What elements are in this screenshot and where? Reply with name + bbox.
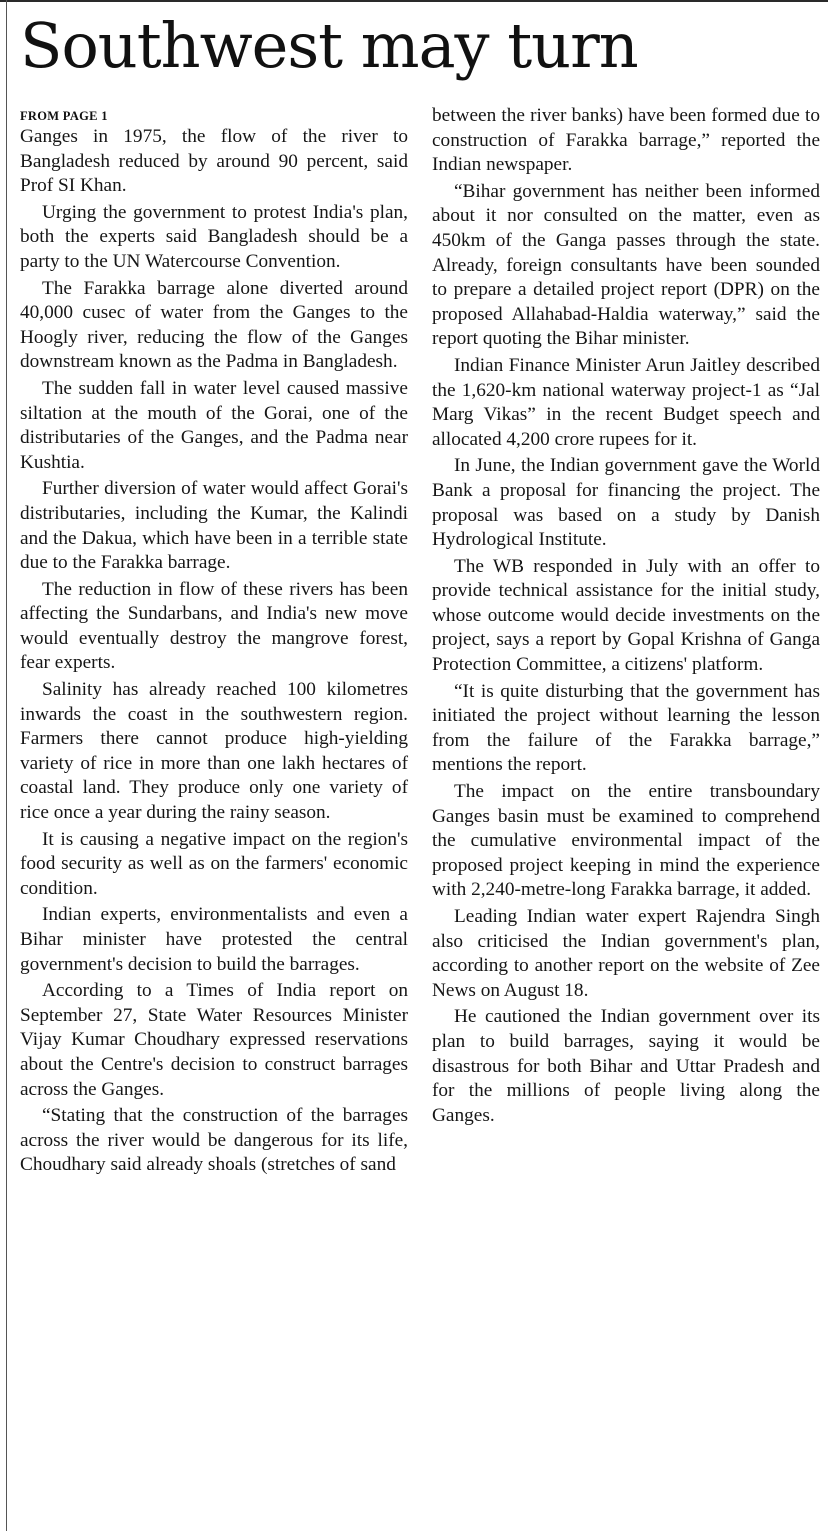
paragraph: Urging the government to protest India's plan, both the experts said Bangladesh should be a party to the UN Watercourse Convention. (20, 201, 408, 272)
paragraph: The reduction in flow of these rivers has been affecting the Sundarbans, and India's new move would eventually destroy the mangrove forest, fear experts. (20, 578, 408, 674)
paragraph: Indian Finance Minister Arun Jaitley described the 1,620-km national waterway project-1 as “Jal Marg Vikas” in the recent Budget speech and allocated 4,200 crore rupees for it. (432, 354, 820, 450)
paragraph: Further diversion of water would affect Gorai's distributaries, including the Kumar, the Kalindi and the Dakua, which have been in a terrible state due to the Farakka barrage. (20, 478, 408, 574)
article-column-right (432, 104, 820, 1130)
paragraph: It is causing a negative impact on the region's food security as well as on the farmers' economic condition. (20, 828, 408, 899)
top-rule (0, 0, 828, 2)
paragraph: “It is quite disturbing that the government has initiated the project without learning the lesson from the failure of the Farakka barrage,” mentions the report. (432, 680, 820, 776)
paragraph: Salinity has already reached 100 kilometres inwards the coast in the southwestern region. Farmers there cannot produce high-yielding variety of rice in more than one lakh hectares of coastal land. They produce only one variety of rice once a year during the rainy season. (20, 679, 408, 824)
paragraph: He cautioned the Indian government over its plan to build barrages, saying it would be disastrous for both Bihar and Uttar Pradesh and for the millions of people living along the Ganges. (432, 1006, 820, 1126)
paragraph: between the river banks) have been formed due to construction of Farakka barrage,” reported the Indian newspaper. (432, 105, 820, 176)
paragraph: “Bihar government has neither been informed about it nor consulted on the matter, even as 450km of the Ganga passes through the state. Already, foreign consultants have been sounded to prepare a detailed project report (DPR) on the proposed Allahabad-Haldia waterway,” said the report quoting the Bihar minister. (432, 180, 820, 350)
paragraph: According to a Times of India report on September 27, State Water Resources Minister Vijay Kumar Choudhary expressed reservations about the Centre's decision to construct barrages across the Ganges. (20, 980, 408, 1100)
headline: Southwest may turn (20, 9, 638, 82)
paragraph: The WB responded in July with an offer to provide technical assistance for the initial study, whose outcome would decide investments on the project, says a report by Gopal Krishna of Ganga Protection Committee, a citizens' platform. (432, 555, 820, 676)
paragraph: The Farakka barrage alone diverted around 40,000 cusec of water from the Ganges to the Hoogly river, reducing the flow of the Ganges downstream known as the Padma in Bangladesh. (20, 277, 408, 373)
paragraph: Ganges in 1975, the flow of the river to Bangladesh reduced by around 90 percent, said Prof SI Khan. (20, 126, 408, 197)
paragraph: In June, the Indian government gave the World Bank a proposal for financing the project. The proposal was based on a study by Danish Hydrological Institute. (432, 455, 820, 551)
jump-label: FROM PAGE 1 (20, 109, 108, 123)
paragraph: Indian experts, environmentalists and even a Bihar minister have protested the central government's decision to build the barrages. (20, 904, 408, 975)
paragraph: The sudden fall in water level caused massive siltation at the mouth of the Gorai, one of the distributaries of the Ganges, and the Padma near Kushtia. (20, 377, 408, 473)
paragraph: Leading Indian water expert Rajendra Singh also criticised the Indian government's plan, according to another report on the website of Zee News on August 18. (432, 906, 820, 1001)
paragraph: The impact on the entire transboundary Ganges basin must be examined to comprehend the cumulative environmental impact of the proposed project keeping in mind the experience with 2,240-metre-long Farakka barrage, it added. (432, 781, 820, 901)
paragraph: “Stating that the construction of the barrages across the river would be dangerous for its life, Choudhary said already shoals (stretches of sand (20, 1105, 408, 1176)
article-column-left (20, 107, 408, 1180)
column-border (6, 0, 7, 1531)
